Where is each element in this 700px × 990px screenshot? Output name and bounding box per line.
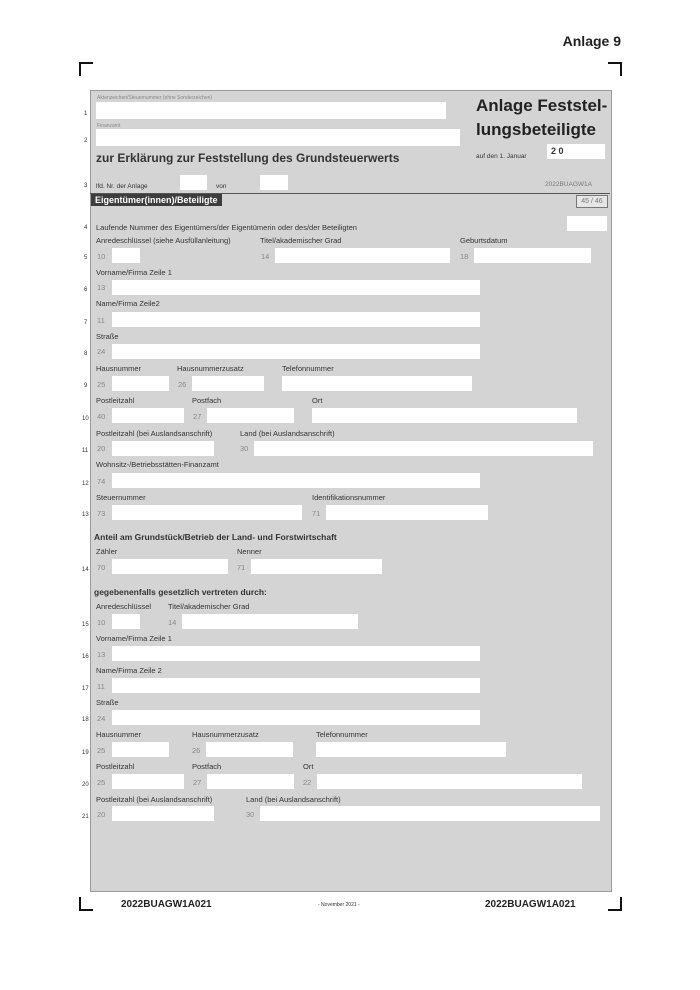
field-code: 27: [193, 412, 202, 421]
corner-mark-top-right: [608, 62, 622, 76]
footer-right-code: 2022BUAGW1A021: [485, 899, 576, 910]
page-box: 45 / 46: [576, 195, 608, 208]
form-title-line2: lungsbeteiligte: [476, 120, 596, 139]
von-label: von: [216, 183, 227, 190]
rep-titel-label: Titel/akademischer Grad: [168, 602, 250, 611]
corner-mark-top-left: [79, 62, 93, 76]
field-code: 18: [460, 252, 469, 261]
field-code: 25: [97, 746, 106, 755]
rep-name-field[interactable]: [112, 678, 480, 693]
owner-intro: Laufende Nummer des Eigentümers/der Eigentümerin oder des/der Beteiligten: [96, 223, 357, 232]
field-code: 13: [97, 283, 106, 292]
von-field[interactable]: [260, 175, 288, 190]
titel-label: Titel/akademischer Grad: [260, 236, 342, 245]
strasse-field[interactable]: [112, 344, 480, 359]
rep-hausnummerzusatz-field[interactable]: [206, 742, 293, 757]
vorname-label: Vorname/Firma Zeile 1: [96, 268, 172, 277]
rep-anrede-label: Anredeschlüssel: [96, 602, 152, 611]
field-code: 11: [97, 316, 105, 325]
footer-left-code: 2022BUAGW1A021: [121, 899, 212, 910]
rep-land-label: Land (bei Auslandsanschrift): [246, 795, 341, 804]
field-code: 73: [97, 509, 106, 518]
lfd-label: lfd. Nr. der Anlage: [96, 183, 148, 190]
idnr-label: Identifikationsnummer: [312, 493, 386, 502]
year-prefix: 2 0: [551, 146, 564, 156]
field-code: 22: [303, 778, 312, 787]
rep-plz-ausland-field[interactable]: [112, 806, 214, 821]
plz-ausland-field[interactable]: [112, 441, 214, 456]
aktenzeichen-field[interactable]: [96, 102, 446, 119]
vorname-field[interactable]: [112, 280, 480, 295]
telefon-field[interactable]: [282, 376, 472, 391]
rep-postfach-field[interactable]: [207, 774, 294, 789]
finanzamt-hint: Finanzamt: [97, 123, 121, 129]
postfach-field[interactable]: [207, 408, 294, 423]
field-code: 40: [97, 412, 106, 421]
field-code: 11: [97, 682, 105, 691]
field-code: 10: [97, 618, 106, 627]
idnr-field[interactable]: [326, 505, 488, 520]
name-label: Name/Firma Zeile2: [96, 299, 160, 308]
line-number: 14: [82, 567, 89, 573]
field-code: 70: [97, 563, 106, 572]
footer-date: - November 2021 -: [318, 902, 360, 908]
line-number: 13: [82, 512, 89, 518]
field-code: 20: [97, 444, 106, 453]
rep-vorname-label: Vorname/Firma Zeile 1: [96, 634, 172, 643]
line-number: 2: [84, 138, 88, 144]
line-number: 18: [82, 717, 89, 723]
date-label: auf den 1. Januar: [476, 153, 527, 160]
field-code: 14: [261, 252, 270, 261]
field-code: 14: [168, 618, 177, 627]
rep-plz-label: Postleitzahl: [96, 762, 135, 771]
line-number: 4: [84, 225, 88, 231]
form-panel: [90, 90, 612, 892]
field-code: 30: [246, 810, 255, 819]
geburtsdatum-label: Geburtsdatum: [460, 236, 508, 245]
field-code: 71: [312, 509, 321, 518]
rep-strasse-label: Straße: [96, 698, 119, 707]
line-number: 17: [82, 686, 89, 692]
line-number: 11: [82, 448, 89, 454]
form-title: [476, 94, 607, 142]
field-code: 24: [97, 714, 106, 723]
rep-hausnummer-field[interactable]: [112, 742, 169, 757]
hausnummer-label: Hausnummer: [96, 364, 142, 373]
line-number: 20: [82, 782, 89, 788]
ort-label: Ort: [312, 396, 323, 405]
rep-plz-ausland-label: Postleitzahl (bei Auslandsanschrift): [96, 795, 213, 804]
form-code: 2022BUAGW1A: [545, 181, 592, 188]
rep-vorname-field[interactable]: [112, 646, 480, 661]
finanzamt-field[interactable]: [96, 129, 460, 146]
hausnummerzusatz-label: Hausnummerzusatz: [177, 364, 244, 373]
field-code: 25: [97, 778, 106, 787]
form-title-line1: Anlage Feststel-: [476, 96, 608, 115]
line-number: 9: [84, 383, 88, 389]
line-number: 12: [82, 481, 89, 487]
zaehler-label: Zähler: [96, 547, 118, 556]
steuernummer-field[interactable]: [112, 505, 302, 520]
plz-label: Postleitzahl: [96, 396, 135, 405]
field-code: 13: [97, 650, 106, 659]
plz-ausland-label: Postleitzahl (bei Auslandsanschrift): [96, 429, 213, 438]
finanzamt-label: Wohnsitz-/Betriebsstätten-Finanzamt: [96, 460, 219, 469]
strasse-label: Straße: [96, 332, 119, 341]
land-label: Land (bei Auslandsanschrift): [240, 429, 335, 438]
form-subtitle: zur Erklärung zur Feststellung des Grundsteuerwerts: [96, 151, 400, 165]
field-code: 26: [192, 746, 201, 755]
rep-heading: gegebenenfalls gesetzlich vertreten durch:: [94, 587, 267, 597]
field-code: 27: [193, 778, 202, 787]
rep-telefon-field[interactable]: [316, 742, 506, 757]
laufende-nummer-field[interactable]: [567, 216, 607, 231]
field-code: 24: [97, 347, 106, 356]
line-number: 1: [84, 111, 88, 117]
line-number: 3: [84, 183, 88, 189]
telefon-label: Telefonnummer: [282, 364, 334, 373]
field-code: 26: [178, 380, 187, 389]
rep-ort-field[interactable]: [317, 774, 582, 789]
rep-plz-field[interactable]: [112, 774, 184, 789]
land-field[interactable]: [254, 441, 593, 456]
name-field[interactable]: [112, 312, 480, 327]
rep-postfach-label: Postfach: [192, 762, 222, 771]
hausnummer-field[interactable]: [112, 376, 169, 391]
anrede-label: Anredeschlüssel (siehe Ausfüllanleitung): [96, 236, 231, 245]
zaehler-field[interactable]: [112, 559, 228, 574]
aktenzeichen-hint: Aktenzeichen/Steuernummer (ohne Sonderzeichen): [97, 95, 213, 101]
corner-mark-bottom-right: [608, 897, 622, 911]
field-code: 25: [97, 380, 106, 389]
titel-field[interactable]: [275, 248, 450, 263]
line-number: 21: [82, 814, 89, 820]
field-code: 20: [97, 810, 106, 819]
line-number: 8: [84, 351, 88, 357]
rep-ort-label: Ort: [303, 762, 314, 771]
field-code: 30: [240, 444, 249, 453]
line-number: 5: [84, 255, 88, 261]
line-number: 16: [82, 654, 89, 660]
line-number: 19: [82, 750, 89, 756]
rep-hausnummerzusatz-label: Hausnummerzusatz: [192, 730, 259, 739]
share-heading: Anteil am Grundstück/Betrieb der Land- und Forstwirtschaft: [94, 532, 337, 542]
rep-hausnummer-label: Hausnummer: [96, 730, 142, 739]
steuernummer-label: Steuernummer: [96, 493, 146, 502]
page-label: Anlage 9: [562, 33, 621, 49]
line-number: 10: [82, 416, 89, 422]
field-code: 10: [97, 252, 106, 261]
line-number: 7: [84, 320, 88, 326]
anrede-field[interactable]: [112, 248, 140, 263]
line-number: 6: [84, 287, 88, 293]
lfd-field[interactable]: [180, 175, 207, 190]
corner-mark-bottom-left: [79, 897, 93, 911]
plz-field[interactable]: [112, 408, 184, 423]
geburtsdatum-field[interactable]: [474, 248, 591, 263]
field-code: 71: [237, 563, 246, 572]
hausnummerzusatz-field[interactable]: [192, 376, 264, 391]
postfach-label: Postfach: [192, 396, 222, 405]
rep-name-label: Name/Firma Zeile 2: [96, 666, 162, 675]
rep-strasse-field[interactable]: [112, 710, 480, 725]
nenner-field[interactable]: [251, 559, 382, 574]
rep-anrede-field[interactable]: [112, 614, 140, 629]
nenner-label: Nenner: [237, 547, 262, 556]
rep-land-field[interactable]: [260, 806, 600, 821]
rep-telefon-label: Telefonnummer: [316, 730, 368, 739]
wohnsitz-finanzamt-field[interactable]: [112, 473, 480, 488]
ort-field[interactable]: [312, 408, 577, 423]
section-title: Eigentümer(innen)/Beteiligte: [91, 194, 222, 206]
line-number: 15: [82, 622, 89, 628]
rep-titel-field[interactable]: [182, 614, 358, 629]
field-code: 74: [97, 477, 106, 486]
